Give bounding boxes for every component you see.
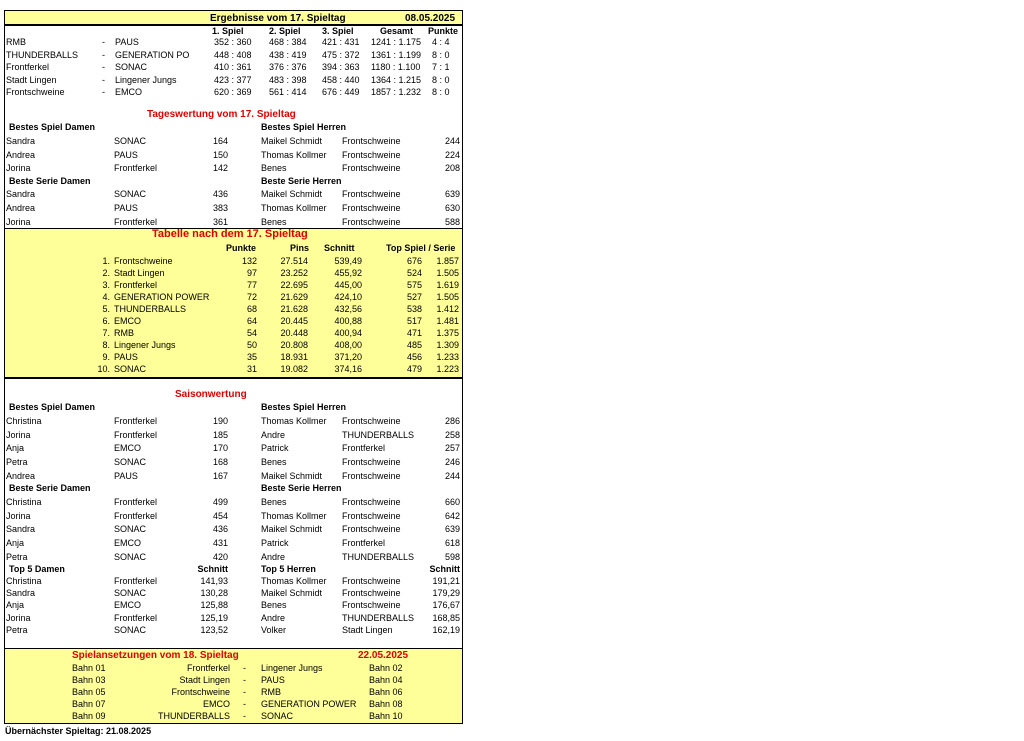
top-game: 676 bbox=[406, 256, 422, 266]
column-header: Schnitt bbox=[324, 243, 355, 253]
away-team: RMB bbox=[261, 687, 281, 697]
player-team: SONAC bbox=[114, 457, 147, 468]
game-1-score: 423 : 377 bbox=[214, 74, 252, 85]
rank: 3. bbox=[102, 280, 110, 290]
player-score: 244 bbox=[444, 136, 460, 146]
average: 371,20 bbox=[334, 352, 362, 362]
player-score: 208 bbox=[444, 163, 460, 173]
away-team: EMCO bbox=[115, 87, 142, 97]
total-score: 1241 : 1.175 bbox=[371, 37, 422, 47]
player-team: SONAC bbox=[114, 189, 147, 199]
points: 77 bbox=[246, 280, 257, 290]
average: 432,56 bbox=[334, 304, 362, 314]
away-team: SONAC bbox=[261, 711, 294, 721]
player-team: EMCO bbox=[114, 600, 141, 611]
player-score: 639 bbox=[444, 524, 460, 535]
column-header: Gesamt bbox=[380, 26, 414, 36]
away-team: GENERATION PO bbox=[115, 49, 190, 60]
player-name: Benes bbox=[261, 163, 287, 173]
lane-home: Bahn 03 bbox=[72, 675, 106, 685]
separator: - bbox=[102, 49, 105, 60]
points: 97 bbox=[246, 268, 257, 278]
player-score: 224 bbox=[444, 149, 460, 160]
away-team: Lingener Jungs bbox=[261, 663, 323, 673]
lane-home: Bahn 07 bbox=[72, 699, 106, 709]
game-3-score: 475 : 372 bbox=[322, 49, 360, 60]
separator: - bbox=[243, 711, 246, 721]
section-label: Bestes Spiel Damen bbox=[9, 122, 96, 132]
player-name: Andre bbox=[261, 551, 286, 562]
player-score: 258 bbox=[444, 429, 460, 440]
fixtures-date: 22.05.2025 bbox=[358, 650, 409, 661]
average: 374,16 bbox=[334, 364, 362, 374]
points: 72 bbox=[246, 292, 257, 302]
top-series: 1.619 bbox=[436, 280, 459, 290]
team-name: GENERATION POWER bbox=[114, 292, 210, 302]
section-label: Top 5 Herren bbox=[261, 564, 316, 574]
average: 400,88 bbox=[334, 316, 362, 326]
home-team: Stadt Lingen bbox=[6, 74, 57, 85]
home-team: EMCO bbox=[203, 699, 230, 709]
separator: - bbox=[243, 687, 246, 697]
player-name: Jorina bbox=[6, 429, 31, 440]
player-score: 168,85 bbox=[432, 612, 460, 623]
team-name: Frontferkel bbox=[114, 280, 158, 290]
player-name: Christina bbox=[6, 497, 42, 507]
game-3-score: 676 : 449 bbox=[322, 87, 360, 97]
player-score: 630 bbox=[444, 203, 460, 213]
player-team: Frontferkel bbox=[342, 443, 386, 454]
game-2-score: 376 : 376 bbox=[269, 62, 307, 72]
rank: 6. bbox=[102, 316, 110, 326]
top-game: 517 bbox=[406, 316, 422, 326]
average: 424,10 bbox=[334, 292, 362, 302]
away-team: Lingener Jungs bbox=[115, 74, 177, 85]
player-team: Frontschweine bbox=[342, 457, 401, 468]
top-series: 1.481 bbox=[436, 316, 459, 326]
player-score: 286 bbox=[444, 416, 460, 426]
player-team: Frontferkel bbox=[114, 497, 158, 507]
player-name: Benes bbox=[261, 497, 287, 507]
player-team: Frontferkel bbox=[342, 538, 386, 549]
points: 8 : 0 bbox=[432, 49, 450, 60]
section-label: Beste Serie Damen bbox=[9, 176, 91, 186]
player-score: 130,28 bbox=[200, 588, 228, 599]
player-team: SONAC bbox=[114, 136, 147, 146]
total-score: 1180 : 1.100 bbox=[371, 62, 421, 72]
player-team: Frontschweine bbox=[342, 510, 401, 521]
section-label: Beste Serie Damen bbox=[9, 483, 91, 493]
total-score: 1361 : 1.199 bbox=[371, 49, 422, 60]
player-score: 618 bbox=[444, 538, 460, 549]
rank: 10. bbox=[97, 364, 110, 374]
player-team: Frontschweine bbox=[342, 217, 401, 227]
lane-away: Bahn 04 bbox=[369, 675, 403, 685]
game-3-score: 394 : 363 bbox=[322, 62, 360, 72]
player-name: Maikel Schmidt bbox=[261, 189, 323, 199]
points: 54 bbox=[246, 328, 257, 338]
player-score: 191,21 bbox=[432, 576, 460, 586]
top-series: 1.223 bbox=[436, 364, 459, 374]
separator: - bbox=[102, 87, 105, 97]
player-team: THUNDERBALLS bbox=[342, 551, 415, 562]
top-series: 1.309 bbox=[436, 340, 459, 350]
player-team: Stadt Lingen bbox=[342, 624, 393, 635]
player-score: 588 bbox=[444, 217, 460, 227]
player-team: THUNDERBALLS bbox=[342, 612, 415, 623]
player-name: Sandra bbox=[6, 136, 36, 146]
player-score: 244 bbox=[444, 470, 460, 481]
top-game: 538 bbox=[406, 304, 422, 314]
player-team: EMCO bbox=[114, 538, 141, 549]
points: 132 bbox=[241, 256, 257, 266]
pins: 18.931 bbox=[280, 352, 308, 362]
lane-away: Bahn 08 bbox=[369, 699, 403, 709]
player-score: 420 bbox=[212, 551, 228, 562]
home-team: RMB bbox=[6, 37, 26, 47]
top-series: 1.375 bbox=[436, 328, 459, 338]
section-label: Bestes Spiel Herren bbox=[261, 402, 347, 412]
player-team: Frontschweine bbox=[342, 189, 401, 199]
average: 455,92 bbox=[334, 268, 362, 278]
player-team: Frontschweine bbox=[342, 203, 401, 213]
player-score: 176,67 bbox=[432, 600, 460, 611]
lane-away: Bahn 06 bbox=[369, 687, 403, 697]
player-team: SONAC bbox=[114, 624, 147, 635]
player-score: 190 bbox=[212, 416, 228, 426]
top-series: 1.233 bbox=[436, 352, 459, 362]
lane-away: Bahn 10 bbox=[369, 711, 403, 721]
player-score: 660 bbox=[444, 497, 460, 507]
season-title: Saisonwertung bbox=[175, 389, 247, 400]
column-header: 2. Spiel bbox=[269, 26, 301, 36]
section-label: Schnitt bbox=[197, 564, 228, 574]
points: 31 bbox=[246, 364, 257, 374]
average: 539,49 bbox=[334, 256, 362, 266]
player-score: 246 bbox=[444, 457, 460, 468]
separator: - bbox=[243, 675, 246, 685]
player-team: EMCO bbox=[114, 443, 141, 454]
separator: - bbox=[243, 699, 246, 709]
player-score: 150 bbox=[212, 149, 228, 160]
points: 8 : 0 bbox=[432, 87, 450, 97]
player-name: Petra bbox=[6, 624, 28, 635]
away-team: SONAC bbox=[115, 62, 148, 72]
column-header: Pins bbox=[290, 243, 310, 253]
game-2-score: 561 : 414 bbox=[269, 87, 307, 97]
player-team: Frontferkel bbox=[114, 510, 158, 521]
player-team: Frontferkel bbox=[114, 612, 158, 623]
rank: 4. bbox=[102, 292, 110, 302]
player-score: 170 bbox=[212, 443, 228, 454]
player-name: Thomas Kollmer bbox=[261, 203, 327, 213]
player-name: Maikel Schmidt bbox=[261, 588, 323, 599]
top-game: 479 bbox=[406, 364, 422, 374]
player-team: PAUS bbox=[114, 470, 138, 481]
points: 8 : 0 bbox=[432, 74, 450, 85]
player-team: Frontschweine bbox=[342, 524, 401, 535]
game-1-score: 448 : 408 bbox=[214, 49, 252, 60]
player-name: Thomas Kollmer bbox=[261, 149, 327, 160]
top-game: 527 bbox=[406, 292, 422, 302]
player-score: 125,88 bbox=[200, 600, 228, 611]
pins: 20.445 bbox=[280, 316, 308, 326]
player-name: Volker bbox=[261, 624, 287, 635]
home-team: Frontferkel bbox=[186, 663, 230, 673]
pins: 19.082 bbox=[280, 364, 308, 374]
team-name: RMB bbox=[114, 328, 134, 338]
average: 400,94 bbox=[334, 328, 362, 338]
away-team: PAUS bbox=[115, 37, 139, 47]
game-1-score: 352 : 360 bbox=[214, 37, 252, 47]
player-name: Thomas Kollmer bbox=[261, 416, 327, 426]
home-team: Frontschweine bbox=[171, 687, 230, 697]
column-header: Punkte bbox=[226, 243, 257, 253]
player-name: Christina bbox=[6, 416, 42, 426]
player-name: Andrea bbox=[6, 470, 36, 481]
player-name: Thomas Kollmer bbox=[261, 576, 327, 586]
player-name: Jorina bbox=[6, 612, 31, 623]
player-score: 162,19 bbox=[432, 624, 460, 635]
rank: 8. bbox=[102, 340, 110, 350]
lane-home: Bahn 01 bbox=[72, 663, 106, 673]
player-team: Frontschweine bbox=[342, 416, 401, 426]
player-team: SONAC bbox=[114, 551, 147, 562]
player-name: Patrick bbox=[261, 443, 289, 454]
player-score: 383 bbox=[212, 203, 228, 213]
top-series: 1.857 bbox=[436, 256, 459, 266]
points: 7 : 1 bbox=[432, 62, 450, 72]
pins: 20.808 bbox=[280, 340, 308, 350]
player-name: Andrea bbox=[6, 203, 36, 213]
pins: 21.628 bbox=[280, 304, 308, 314]
player-score: 257 bbox=[444, 443, 460, 454]
player-team: Frontschweine bbox=[342, 470, 401, 481]
column-header: Punkte bbox=[428, 26, 459, 36]
game-2-score: 468 : 384 bbox=[269, 37, 307, 47]
player-score: 179,29 bbox=[432, 588, 460, 599]
section-label: Beste Serie Herren bbox=[261, 483, 342, 493]
player-team: PAUS bbox=[114, 203, 138, 213]
player-team: Frontschweine bbox=[342, 588, 401, 599]
player-name: Andre bbox=[261, 429, 286, 440]
away-team: PAUS bbox=[261, 675, 285, 685]
separator: - bbox=[102, 74, 105, 85]
home-team: Frontferkel bbox=[6, 62, 50, 72]
player-score: 639 bbox=[444, 189, 460, 199]
results-date: 08.05.2025 bbox=[405, 13, 456, 24]
game-3-score: 458 : 440 bbox=[322, 74, 360, 85]
next-matchday-note: Übernächster Spieltag: 21.08.2025 bbox=[5, 726, 152, 736]
lane-home: Bahn 09 bbox=[72, 711, 106, 721]
player-name: Benes bbox=[261, 217, 287, 227]
average: 408,00 bbox=[334, 340, 362, 350]
player-name: Anja bbox=[6, 538, 25, 549]
divider bbox=[4, 378, 463, 379]
player-name: Benes bbox=[261, 457, 287, 468]
rank: 1. bbox=[102, 256, 110, 266]
player-team: Frontschweine bbox=[342, 576, 401, 586]
points: 68 bbox=[246, 304, 257, 314]
pins: 20.448 bbox=[280, 328, 308, 338]
pins: 27.514 bbox=[280, 256, 308, 266]
player-score: 436 bbox=[212, 524, 228, 535]
player-name: Maikel Schmidt bbox=[261, 470, 323, 481]
section-label: Schnitt bbox=[429, 564, 460, 574]
player-team: Frontferkel bbox=[114, 416, 158, 426]
player-score: 142 bbox=[212, 163, 228, 173]
column-header: Top Spiel / Serie bbox=[386, 243, 456, 253]
player-name: Jorina bbox=[6, 510, 31, 521]
points: 35 bbox=[246, 352, 257, 362]
player-name: Jorina bbox=[6, 163, 31, 173]
player-name: Jorina bbox=[6, 217, 31, 227]
column-header: 3. Spiel bbox=[322, 26, 354, 36]
day-title: Tageswertung vom 17. Spieltag bbox=[147, 109, 296, 120]
team-name: Lingener Jungs bbox=[114, 340, 176, 350]
game-2-score: 438 : 419 bbox=[269, 49, 307, 60]
lane-home: Bahn 05 bbox=[72, 687, 106, 697]
away-team: GENERATION POWER bbox=[261, 699, 357, 709]
player-team: Frontschweine bbox=[342, 136, 401, 146]
player-score: 361 bbox=[212, 217, 228, 227]
player-score: 454 bbox=[212, 510, 228, 521]
player-team: Frontschweine bbox=[342, 497, 401, 507]
player-name: Andre bbox=[261, 612, 286, 623]
player-name: Benes bbox=[261, 600, 287, 611]
game-1-score: 410 : 361 bbox=[214, 62, 252, 72]
player-score: 167 bbox=[212, 470, 228, 481]
game-1-score: 620 : 369 bbox=[214, 87, 252, 97]
player-name: Maikel Schmidt bbox=[261, 524, 323, 535]
rank: 5. bbox=[102, 304, 110, 314]
player-team: SONAC bbox=[114, 524, 147, 535]
home-team: Stadt Lingen bbox=[179, 675, 230, 685]
separator: - bbox=[243, 663, 246, 673]
player-score: 431 bbox=[212, 538, 228, 549]
team-name: Frontschweine bbox=[114, 256, 173, 266]
player-name: Petra bbox=[6, 551, 28, 562]
section-label: Bestes Spiel Herren bbox=[261, 122, 347, 132]
player-team: Frontschweine bbox=[342, 600, 401, 611]
pins: 23.252 bbox=[280, 268, 308, 278]
player-team: Frontschweine bbox=[342, 149, 401, 160]
pins: 22.695 bbox=[280, 280, 308, 290]
rank: 2. bbox=[102, 268, 110, 278]
home-team: THUNDERBALLS bbox=[6, 49, 79, 60]
player-name: Christina bbox=[6, 576, 42, 586]
divider bbox=[4, 648, 463, 649]
player-name: Sandra bbox=[6, 524, 36, 535]
player-score: 642 bbox=[444, 510, 460, 521]
standings-title: Tabelle nach dem 17. Spieltag bbox=[152, 228, 308, 240]
rank: 9. bbox=[102, 352, 110, 362]
results-title: Ergebnisse vom 17. Spieltag bbox=[210, 13, 346, 24]
player-score: 125,19 bbox=[200, 612, 228, 623]
player-name: Maikel Schmidt bbox=[261, 136, 323, 146]
separator: - bbox=[102, 37, 105, 47]
player-score: 499 bbox=[212, 497, 228, 507]
team-name: Stadt Lingen bbox=[114, 268, 165, 278]
top-series: 1.505 bbox=[436, 292, 459, 302]
separator: - bbox=[102, 62, 105, 72]
lane-away: Bahn 02 bbox=[369, 663, 403, 673]
team-name: PAUS bbox=[114, 352, 138, 362]
player-team: Frontferkel bbox=[114, 163, 158, 173]
points: 4 : 4 bbox=[432, 37, 450, 47]
player-name: Patrick bbox=[261, 538, 289, 549]
player-name: Anja bbox=[6, 443, 25, 454]
team-name: SONAC bbox=[114, 364, 147, 374]
home-team: THUNDERBALLS bbox=[157, 711, 230, 721]
section-label: Bestes Spiel Damen bbox=[9, 402, 96, 412]
game-3-score: 421 : 431 bbox=[322, 37, 360, 47]
player-score: 185 bbox=[212, 429, 228, 440]
player-team: Frontferkel bbox=[114, 576, 158, 586]
top-game: 485 bbox=[406, 340, 422, 350]
fixtures-title: Spielansetzungen vom 18. Spieltag bbox=[72, 650, 239, 661]
column-header: 1. Spiel bbox=[212, 26, 244, 36]
points: 50 bbox=[246, 340, 257, 350]
game-2-score: 483 : 398 bbox=[269, 74, 307, 85]
points: 64 bbox=[246, 316, 257, 326]
player-team: SONAC bbox=[114, 588, 147, 599]
player-score: 123,52 bbox=[200, 624, 228, 635]
player-team: Frontschweine bbox=[342, 163, 401, 173]
player-score: 164 bbox=[212, 136, 228, 146]
player-name: Petra bbox=[6, 457, 28, 468]
player-name: Andrea bbox=[6, 149, 36, 160]
team-name: EMCO bbox=[114, 316, 141, 326]
player-team: Frontferkel bbox=[114, 429, 158, 440]
player-score: 141,93 bbox=[200, 576, 228, 586]
section-label: Top 5 Damen bbox=[9, 564, 65, 574]
player-score: 436 bbox=[212, 189, 228, 199]
rank: 7. bbox=[102, 328, 110, 338]
player-name: Anja bbox=[6, 600, 25, 611]
player-score: 598 bbox=[444, 551, 460, 562]
total-score: 1857 : 1.232 bbox=[371, 87, 422, 97]
player-name: Sandra bbox=[6, 189, 36, 199]
top-game: 456 bbox=[406, 352, 422, 362]
player-name: Sandra bbox=[6, 588, 36, 599]
average: 445,00 bbox=[334, 280, 362, 290]
player-name: Thomas Kollmer bbox=[261, 510, 327, 521]
pins: 21.629 bbox=[280, 292, 308, 302]
top-game: 471 bbox=[406, 328, 422, 338]
total-score: 1364 : 1.215 bbox=[371, 74, 422, 85]
home-team: Frontschweine bbox=[6, 87, 65, 97]
section-label: Beste Serie Herren bbox=[261, 176, 342, 186]
top-game: 524 bbox=[406, 268, 422, 278]
top-series: 1.412 bbox=[436, 304, 459, 314]
player-team: Frontferkel bbox=[114, 217, 158, 227]
team-name: THUNDERBALLS bbox=[114, 304, 187, 314]
top-game: 575 bbox=[406, 280, 422, 290]
player-team: THUNDERBALLS bbox=[342, 429, 415, 440]
player-score: 168 bbox=[212, 457, 228, 468]
top-series: 1.505 bbox=[436, 268, 459, 278]
player-team: PAUS bbox=[114, 149, 138, 160]
